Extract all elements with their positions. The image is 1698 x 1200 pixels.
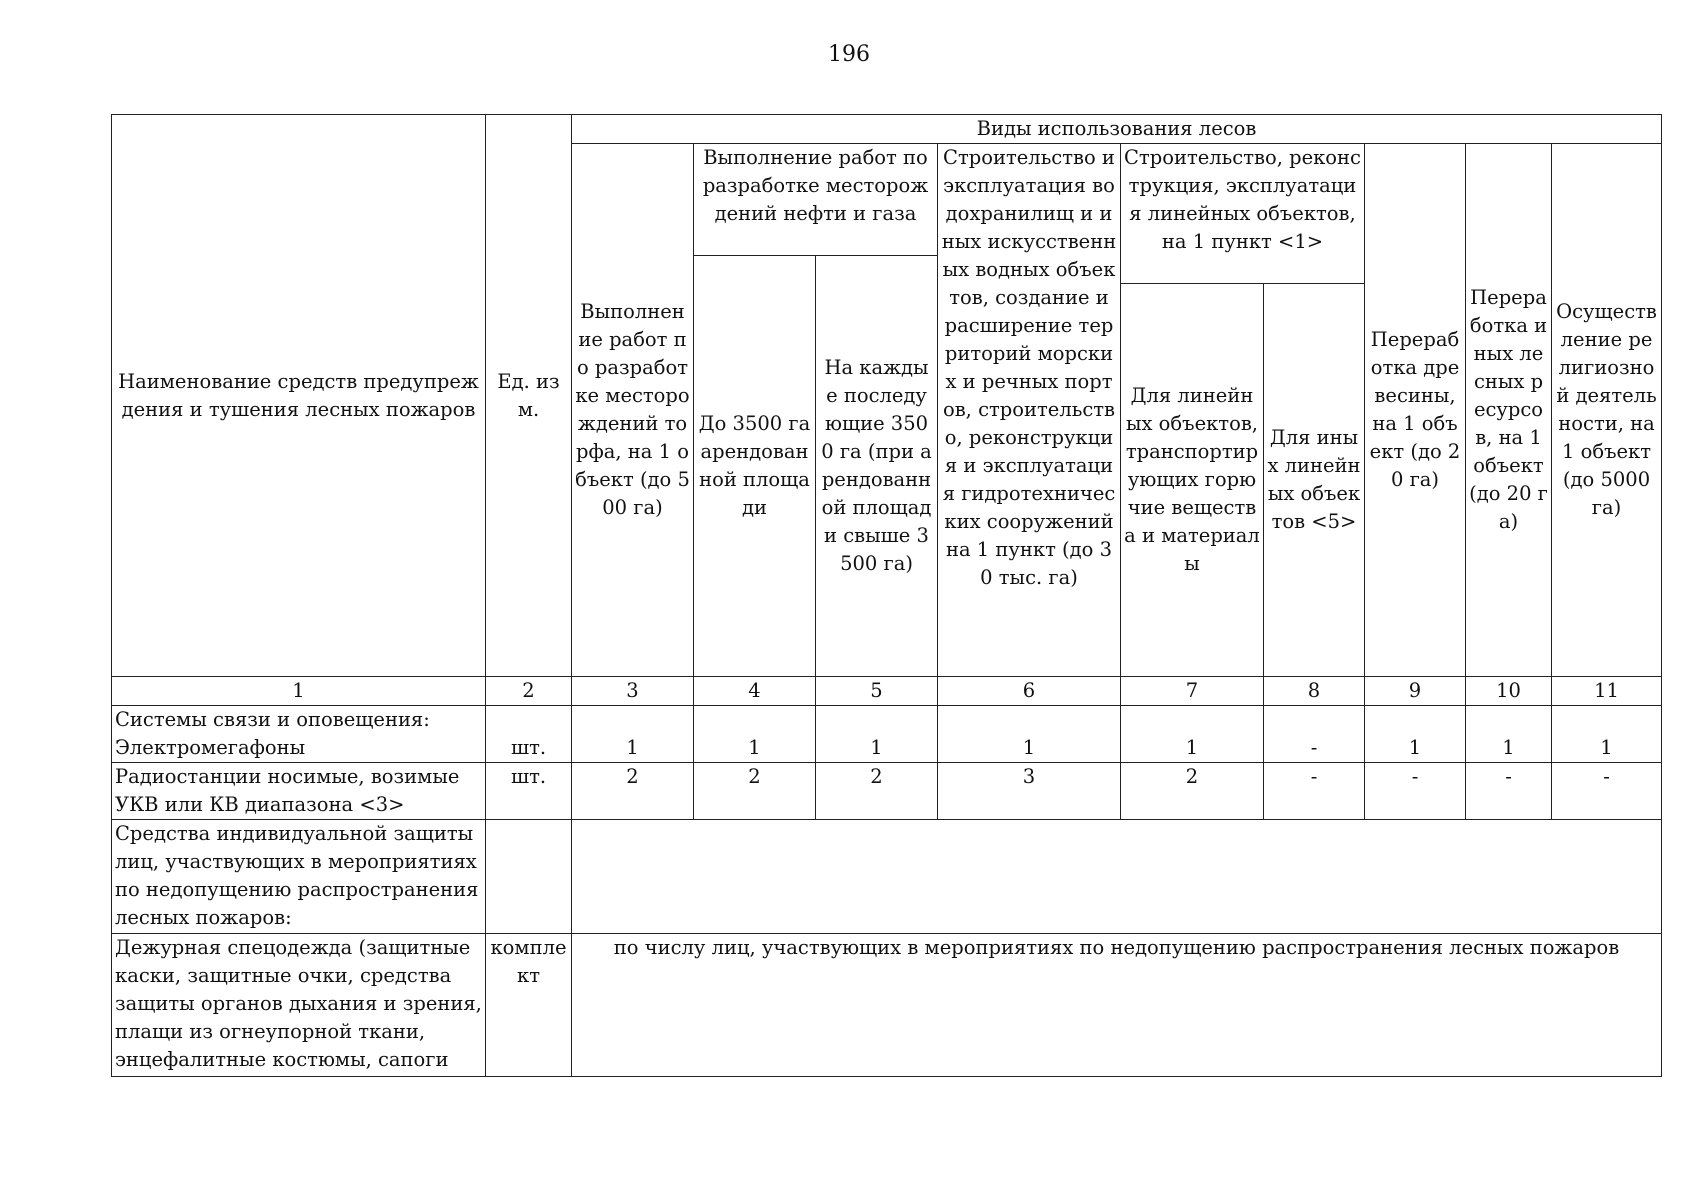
column-number: 11 bbox=[1552, 677, 1662, 706]
column-number: 4 bbox=[694, 677, 816, 706]
row-name: Дежурная спецодежда (защитные каски, защитные очки, средства защиты органов дыхания и зрения, плащи из огнеупорной ткани, энцефалитные костюмы, сапоги bbox=[112, 934, 486, 1077]
table-row-radio bbox=[112, 763, 1662, 820]
merged-empty-cell bbox=[572, 820, 1662, 934]
table-cell: 2 bbox=[694, 763, 816, 820]
header-col-6: Строительство и эксплуатация водохранилищ и иных искусственных водных объектов, создание и расширение территорий морских и речных портов, строительство, реконструкция и эксплуатация гидротехнических сооружений на 1 пункт (до 30 тыс. га) bbox=[938, 144, 1121, 677]
row-name bbox=[112, 706, 486, 763]
table-cell: 1 bbox=[694, 706, 816, 763]
header-group-linear: Строительство, реконструкция, эксплуатация линейных объектов, на 1 пункт <1> bbox=[1121, 144, 1365, 284]
column-number: 9 bbox=[1365, 677, 1466, 706]
ppe-section-title: Средства индивидуальной защиты лиц, участвующих в мероприятиях по недопущению распространения лесных пожаров: bbox=[112, 820, 486, 934]
column-number: 6 bbox=[938, 677, 1121, 706]
column-number: 7 bbox=[1121, 677, 1264, 706]
table-cell: 1 bbox=[1121, 706, 1264, 763]
header-col-7: Для линейных объектов, транспортирующих горючие вещества и материалы bbox=[1121, 284, 1264, 677]
row-unit: шт. bbox=[486, 706, 572, 763]
table-cell: 1 bbox=[1466, 706, 1552, 763]
table-cell: 1 bbox=[1552, 706, 1662, 763]
header-name: Наименование средств предупреждения и тушения лесных пожаров bbox=[112, 115, 486, 677]
header-group-forest-use: Виды использования лесов bbox=[572, 115, 1662, 144]
page-number: 196 bbox=[828, 42, 870, 67]
header-col-5: На каждые последующие 3500 га (при арендованной площади свыше 3500 га) bbox=[816, 256, 938, 677]
table-row-clothing bbox=[112, 934, 1662, 1077]
header-group-oil-gas: Выполнение работ по разработке месторождений нефти и газа bbox=[694, 144, 938, 256]
table-cell: 2 bbox=[816, 763, 938, 820]
table-row-megaphones bbox=[112, 706, 1662, 763]
header-col-9: Переработка древесины, на 1 объект (до 20 га) bbox=[1365, 144, 1466, 677]
row-name: Радиостанции носимые, возимые УКВ или КВ диапазона <3> bbox=[112, 763, 486, 820]
column-number: 8 bbox=[1264, 677, 1365, 706]
column-number: 3 bbox=[572, 677, 694, 706]
table-cell: 2 bbox=[1121, 763, 1264, 820]
header-col-8: Для иных линейных объектов <5> bbox=[1264, 284, 1365, 677]
row-unit bbox=[486, 820, 572, 934]
header-unit: Ед. изм. bbox=[486, 115, 572, 677]
header-col-10: Переработка иных лесных ресурсов, на 1 объект (до 20 га) bbox=[1466, 144, 1552, 677]
table-cell: 1 bbox=[1365, 706, 1466, 763]
table-cell: - bbox=[1264, 706, 1365, 763]
table-row-ppe-section bbox=[112, 820, 1662, 934]
column-number: 10 bbox=[1466, 677, 1552, 706]
table-cell: - bbox=[1365, 763, 1466, 820]
table-cell: - bbox=[1552, 763, 1662, 820]
row-unit: шт. bbox=[486, 763, 572, 820]
column-number-row bbox=[112, 677, 1662, 706]
header-row-1 bbox=[112, 115, 1662, 144]
header-col-3: Выполнение работ по разработке месторождений торфа, на 1 объект (до 500 га) bbox=[572, 144, 694, 677]
table-cell: - bbox=[1264, 763, 1365, 820]
fire-equipment-table bbox=[111, 114, 1662, 1077]
table-cell: - bbox=[1466, 763, 1552, 820]
table-cell: 2 bbox=[572, 763, 694, 820]
column-number: 2 bbox=[486, 677, 572, 706]
table-cell: 1 bbox=[938, 706, 1121, 763]
header-col-4: До 3500 га арендованной площади bbox=[694, 256, 816, 677]
clothing-note: по числу лиц, участвующих в мероприятиях по недопущению распространения лесных пожаров bbox=[572, 934, 1662, 1077]
header-col-11: Осуществление религиозной деятельности, на 1 объект (до 5000 га) bbox=[1552, 144, 1662, 677]
column-number: 5 bbox=[816, 677, 938, 706]
table-cell: 1 bbox=[572, 706, 694, 763]
table-cell: 3 bbox=[938, 763, 1121, 820]
table-cell: 1 bbox=[816, 706, 938, 763]
comm-section-title: Системы связи и оповещения: bbox=[115, 708, 430, 731]
column-number: 1 bbox=[112, 677, 486, 706]
row-unit: комплект bbox=[486, 934, 572, 1077]
megaphones-name: Электромегафоны bbox=[115, 736, 306, 759]
